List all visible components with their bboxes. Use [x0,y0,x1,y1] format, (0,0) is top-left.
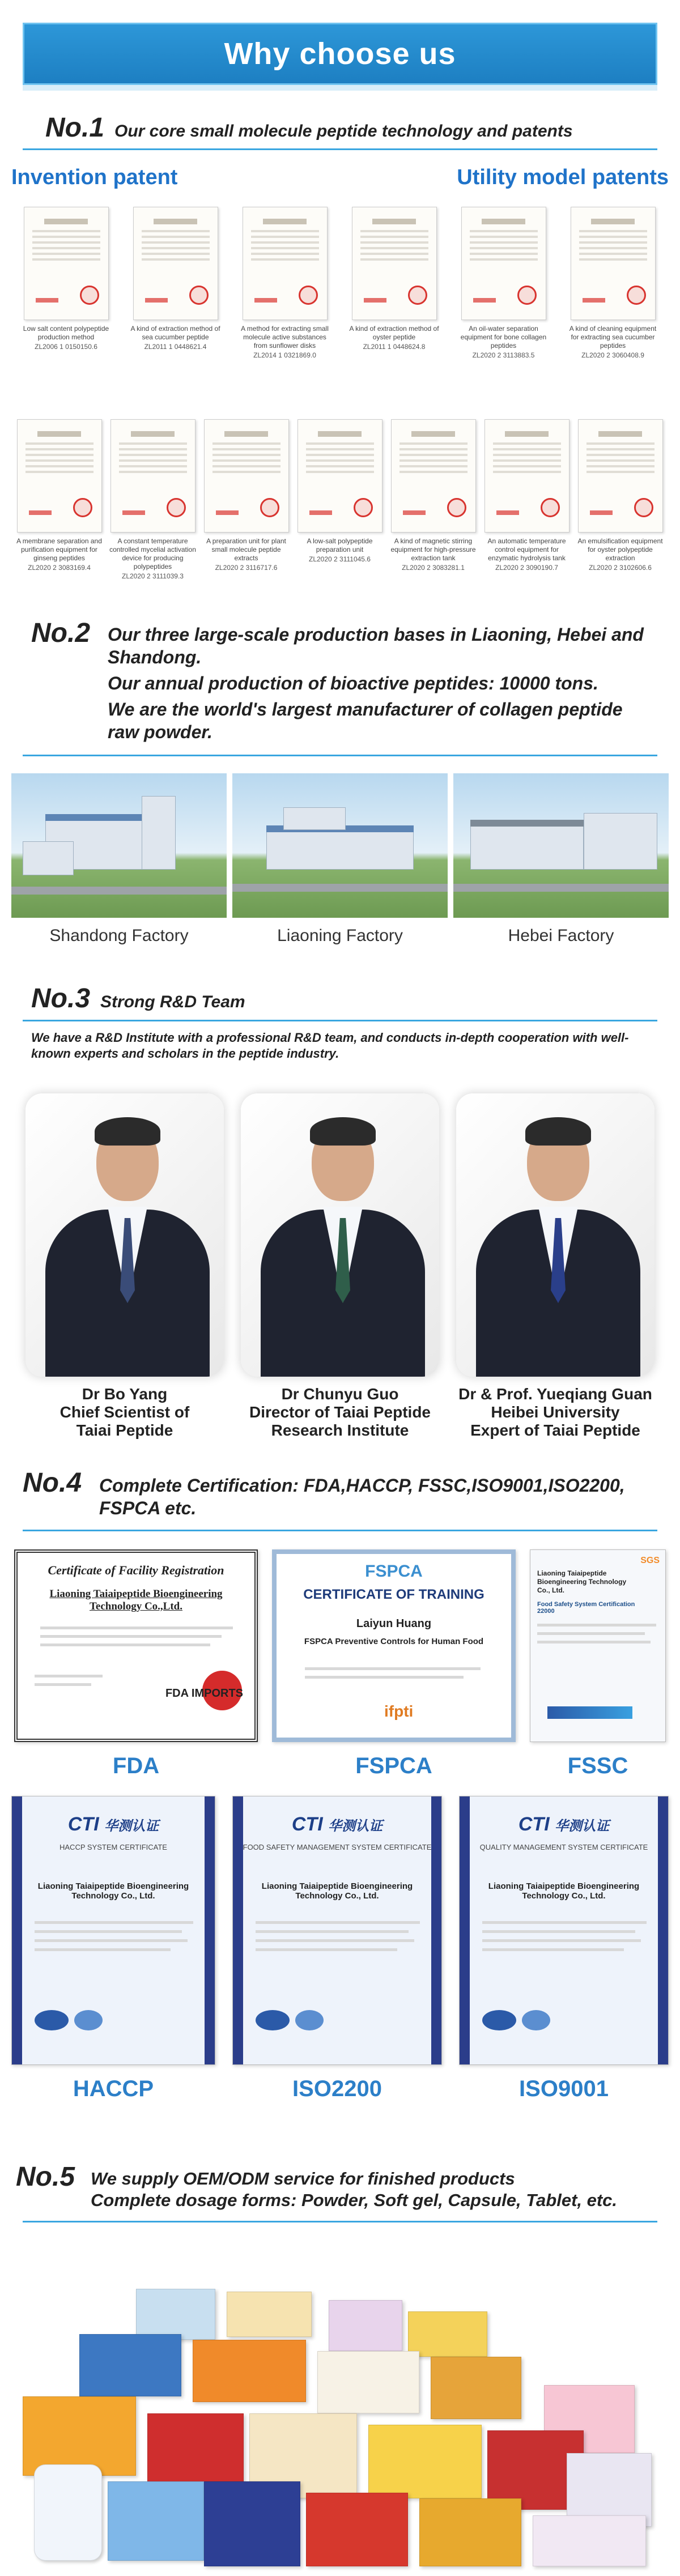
iso2200-certificate [232,1796,442,2065]
team-member-role: Chief Scientist of [60,1403,190,1421]
patent-card [106,419,199,580]
patent-row-2 [12,419,667,580]
fspca-logo: FSPCA [365,1562,423,1581]
patent-certificate-image [133,207,218,320]
patent-certificate-image [391,419,476,533]
iso2200-cert-heading: FOOD SAFETY MANAGEMENT SYSTEM CERTIFICATE [243,1843,432,1851]
patent-card [199,419,293,580]
iso9001-certificate [459,1796,669,2065]
patent-number: ZL2020 2 3116717.6 [215,564,278,572]
team-member-org: Expert of Taiai Peptide [470,1421,640,1439]
oem-products-collage [23,2289,657,2572]
section-2-heading [31,618,90,649]
haccp-certificate [11,1796,215,2065]
cti-logo: CTI [291,1813,323,1835]
hebei-factory-label: Hebei Factory [508,926,614,945]
section-5-text [91,2168,669,2211]
ifpti-logo: ifpti [384,1702,414,1720]
fspca-label: FSPCA [355,1753,432,1778]
patent-caption: A kind of cleaning equipment for extracting sea cucumber peptides [569,325,657,350]
patent-number: ZL2011 1 0448624.8 [363,343,426,351]
patent-certificate-image [352,207,437,320]
patent-caption: A preparation unit for plant small molecule peptide extracts [206,537,286,562]
portrait-yueqiang-guan [456,1093,654,1377]
fssc-cert-company: Liaoning Taiaipeptide Bioengineering Technology Co., Ltd. [537,1569,627,1594]
rd-intro-text: We have a R&D Institute with a professional R&D team, and conducts in-depth cooperation with well-known experts and scholars in the peptide industry. [31,1031,629,1061]
patent-certificate-image [484,419,570,533]
section-2-line-3: We are the world's largest manufacturer of collagen peptide raw powder. [108,699,623,742]
patent-caption: An oil-water separation equipment for bone collagen peptides [460,325,547,350]
team-member-name: Dr Bo Yang [82,1385,168,1403]
haccp-cert-heading: HACCP SYSTEM CERTIFICATE [60,1843,167,1851]
shandong-factory-photo [11,773,227,918]
section-title: Strong R&D Team [100,993,245,1011]
hebei-factory-photo [453,773,669,918]
fda-label: FDA [112,1753,160,1778]
section-5-heading [16,2161,75,2192]
section-3-heading [31,983,245,1014]
team-member-name: Dr & Prof. Yueqiang Guan [458,1385,652,1403]
patent-card [121,207,230,359]
patent-number: ZL2020 2 3113883.5 [472,351,535,359]
iso9001-label: ISO9001 [519,2076,609,2101]
patent-card [386,419,480,580]
section-2-line-2: Our annual production of bioactive peptides: 10000 tons. [108,673,598,693]
patent-number: ZL2020 2 3083281.1 [402,564,465,572]
section-number: No.1 [45,113,105,143]
patent-card [339,207,449,359]
utility-patent-label: Utility model patents [457,165,669,189]
patent-number: ZL2020 2 3111039.3 [122,572,184,580]
fssc-label: FSSC [567,1753,628,1778]
why-choose-us-banner [23,23,657,85]
patent-card [293,419,386,580]
patent-caption: A kind of extraction method of sea cucumber peptide [130,325,220,341]
team-member-role: Heibei University [491,1403,620,1421]
patent-card [12,419,106,580]
patent-caption: A constant temperature controlled mycelial activation device for producing polypeptides [109,537,196,570]
cti-logo-cn: 华测认证 [104,1819,159,1834]
team-member-role: Director of Taiai Peptide [249,1403,431,1421]
patent-number: ZL2020 2 3083169.4 [28,564,91,572]
team-member-1-caption [17,1385,232,1440]
patent-certificate-image [298,419,382,533]
patent-certificate-image [24,207,109,320]
cti-logo: CTI [518,1813,550,1835]
fda-certificate [14,1549,258,1742]
fssc-certificate [530,1549,666,1742]
fspca-cert-course: FSPCA Preventive Controls for Human Food [304,1637,484,1646]
banner-title: Why choose us [224,37,456,71]
patent-number: ZL2020 2 3102606.6 [589,564,652,572]
haccp-label: HACCP [73,2076,154,2101]
section-number: No.3 [31,983,91,1014]
invention-patent-label: Invention patent [11,165,178,189]
patent-card [573,419,667,580]
patent-certificate-image [110,419,196,533]
section-2-line-1: Our three large-scale production bases in Liaoning, Hebei and Shandong. [108,624,644,667]
team-member-2-caption [232,1385,448,1440]
fda-cert-heading: Certificate of Facility Registration [48,1563,224,1577]
patent-caption: A low-salt polypeptide preparation unit [307,537,373,553]
section-number: No.4 [23,1468,82,1498]
patent-caption: An automatic temperature control equipment for enzymatic hydrolysis tank [487,537,566,562]
section-divider [23,1530,657,1531]
section-2-text [108,623,652,743]
section-number: No.5 [16,2162,75,2192]
cti-logo-cn: 华测认证 [555,1819,610,1834]
fspca-certificate [272,1549,516,1742]
patent-caption: A method for extracting small molecule active substances from sunflower disks [241,325,329,350]
liaoning-factory-photo [232,773,448,918]
patent-certificate-image [243,207,328,320]
section-number: No.2 [31,618,91,648]
patent-card [480,419,573,580]
section-divider [23,1020,657,1021]
section-divider [23,2221,657,2222]
patent-card [11,207,121,359]
section-4-title: Complete Certification: FDA,HACCP, FSSC,ISO9001,ISO2200, FSPCA etc. [99,1475,625,1518]
cti-logo: CTI [67,1813,99,1835]
patent-number: ZL2020 2 3060408.9 [581,351,644,359]
liaoning-factory-label: Liaoning Factory [277,926,403,945]
portrait-bo-yang [26,1093,224,1377]
fda-imports-badge: FDA IMPORTS [165,1687,243,1700]
patent-caption: An emulsification equipment for oyster polypeptide extraction [577,537,663,562]
fda-cert-company: Liaoning Taiaipeptide Bioengineering Technology Co.,Ltd. [49,1588,223,1612]
section-title: Our core small molecule peptide technology and patents [114,122,573,140]
section-divider [23,148,657,150]
team-member-org: Research Institute [271,1421,409,1439]
iso9001-cert-company: Liaoning Taiaipeptide Bioengineering Technology Co., Ltd. [488,1881,640,1901]
team-member-name: Dr Chunyu Guo [281,1385,399,1403]
haccp-cert-company: Liaoning Taiaipeptide Bioengineering Technology Co., Ltd. [37,1881,189,1901]
section-divider [23,755,657,756]
portrait-chunyu-guo [241,1093,439,1377]
patent-caption: A kind of magnetic stirring equipment for high-pressure extraction tank [390,537,476,562]
patent-card [230,207,339,359]
fspca-cert-name: Laiyun Huang [356,1617,432,1630]
patent-number: ZL2020 2 3111045.6 [309,555,371,563]
patent-certificate-image [578,419,663,533]
section-5-line-2: Complete dosage forms: Powder, Soft gel, Capsule, Tablet, etc. [91,2190,618,2210]
fssc-cert-heading: Food Safety System Certification 22000 [537,1601,635,1615]
patent-number: ZL2014 1 0321869.0 [253,351,316,359]
patent-certificate-image [17,419,102,533]
fspca-cert-heading: CERTIFICATE OF TRAINING [303,1587,484,1602]
patent-card [449,207,558,359]
patent-row-1 [11,207,668,359]
patent-caption: A membrane separation and purification equipment for ginseng peptides [16,537,102,562]
iso2200-label: ISO2200 [292,2076,382,2101]
patent-caption: A kind of extraction method of oyster peptide [349,325,439,341]
section-1-heading [45,112,573,143]
shandong-factory-label: Shandong Factory [49,926,189,945]
team-member-org: Taiai Peptide [76,1421,173,1439]
section-5-line-1: We supply OEM/ODM service for finished products [91,2169,515,2188]
patent-card [558,207,668,359]
patent-caption: Low salt content polypeptide production method [23,325,109,341]
sgs-logo: SGS [640,1556,660,1565]
patent-certificate-image [571,207,656,320]
patent-number: ZL2006 1 0150150.6 [35,343,97,351]
patent-number: ZL2011 1 0448621.4 [144,343,207,351]
iso2200-cert-company: Liaoning Taiaipeptide Bioengineering Technology Co., Ltd. [261,1881,413,1901]
patent-number: ZL2020 2 3090190.7 [495,564,558,572]
section-4-heading [23,1467,82,1498]
patent-certificate-image [204,419,289,533]
cti-logo-cn: 华测认证 [328,1819,383,1834]
team-member-3-caption [448,1385,663,1440]
iso9001-cert-heading: QUALITY MANAGEMENT SYSTEM CERTIFICATE [479,1843,648,1851]
patent-certificate-image [461,207,546,320]
